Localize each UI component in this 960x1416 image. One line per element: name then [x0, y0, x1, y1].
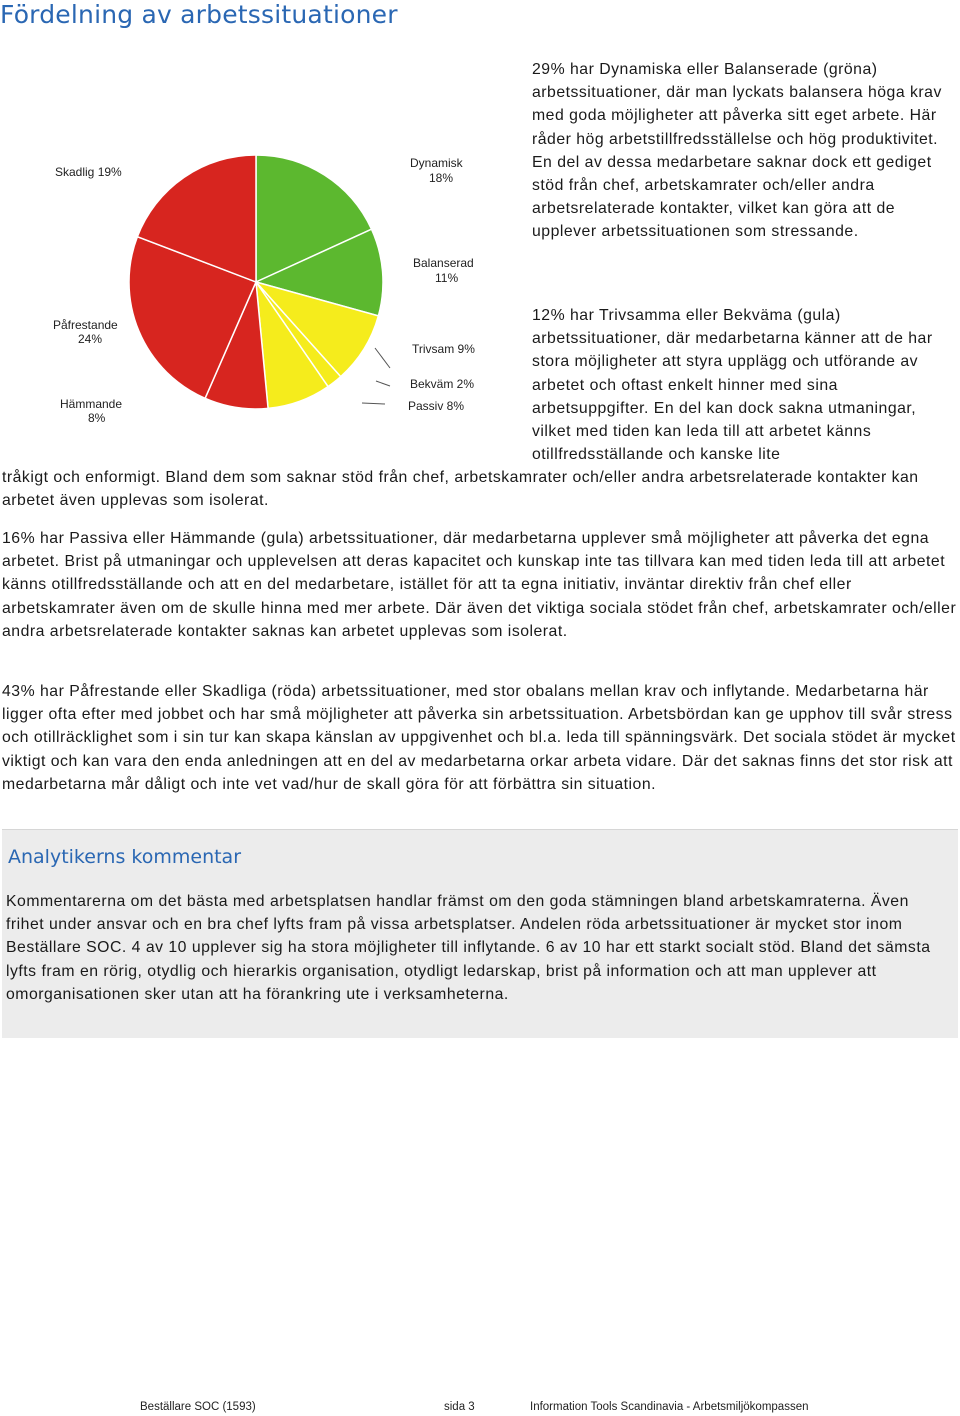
footer-source: Information Tools Scandinavia - Arbetsmiljökompassen: [530, 1401, 809, 1413]
label-balanserad: Balanserad: [413, 256, 474, 270]
paragraph-green: 29% har Dynamiska eller Balanserade (gröna) arbetssituationer, där man lyckats balansera höga krav med goda möjligheter att påverka sitt eget arbete. Här råder hög arbetstillfredsställelse och hög produktivitet. En del av dessa medarbetare saknar dock ett gediget stöd från chef, arbetskamrater och/eller andra arbetsrelaterade kontakter, vilket kan göra att de upplever arbetssituationen som stressande.: [532, 61, 942, 241]
analyst-comment-body: Kommentarerna om det bästa med arbetsplatsen handlar främst om den goda stämningen bland arbetskamraterna. Även frihet under ansvar och en bra chef lyfts fram på vissa arbetsplatser. Andelen röda arbetssituationer är mycket stor inom Beställare SOC. 4 av 10 upplever sig ha stora möjligheter till inflytande. 6 av 10 har ett starkt socialt stöd. Bland det sämsta lyfts fram en rörig, otydlig och hierarkis organisation, otydligt ledarskap, brist på information och att man upplever att omorganisationen sker utan att ha förankring ute i verksamheterna.: [6, 893, 931, 1003]
label-bekvam: Bekväm 2%: [410, 377, 475, 391]
passiv-leader-line: [362, 403, 385, 404]
label-dynamisk-pct: 18%: [429, 171, 454, 185]
label-hammande-pct: 8%: [88, 411, 106, 425]
pie-slices: [129, 155, 383, 409]
trivsam-leader-line: [375, 348, 390, 368]
label-balanserad-pct: 11%: [435, 271, 459, 285]
label-pafrestande-pct: 24%: [78, 332, 103, 346]
pie-chart-svg: [40, 130, 495, 430]
analyst-comment-title: Analytikerns kommentar: [8, 846, 242, 868]
paragraph-passive: 16% har Passiva eller Hämmande (gula) arbetssituationer, där medarbetarna upplever små möjligheter att påverka det egna arbetet. Brist på utmaningar och upplevelsen att deras kapacitet och kunskap inte tas tillvara kan med tiden leda till att arbetet känns otillfredsställande och att en del medarbetare, istället för att ta egna initiativ, inväntar direktiv från chef eller arbetskamrater även om de skulle hinna med mer arbete. Där även det viktiga sociala stödet från chef, arbetskamrater och/eller andra arbetsrelaterade kontakter saknas kan arbetet upplevas som isolerat.: [2, 530, 957, 640]
pie-chart: [40, 130, 495, 430]
label-pafrestande: Påfrestande: [53, 318, 118, 332]
footer-client: Beställare SOC (1593): [140, 1401, 256, 1413]
page-title: Fördelning av arbetssituationer: [0, 0, 398, 29]
paragraph-yellow-continued: tråkigt och enformigt. Bland dem som saknar stöd från chef, arbetskamrater och/eller andra arbetsrelaterade kontakter kan arbetet även upplevas som isolerat.: [2, 469, 919, 510]
leader-lines: [362, 348, 390, 404]
footer-page-number: sida 3: [444, 1401, 475, 1413]
bekvam-leader-line: [376, 381, 390, 386]
label-dynamisk: Dynamisk: [410, 156, 463, 170]
paragraph-red: 43% har Påfrestande eller Skadliga (röda) arbetssituationer, med stor obalans mellan krav och inflytande. Medarbetarna här ligger ofta efter med jobbet och har små möjligheter att påverka sin arbetssituation. Arbetsbördan kan ge upphov till svår stress och otillräcklighet som i sin tur kan skapa känslan av uppgivenhet och bl.a. leda till spänningsvärk. Det sociala stödet är mycket viktigt och kan vara den enda anledningen att en del av medarbetarna orkar arbeta vidare. Där det saknas finns det stor risk att medarbetarna mår dåligt och inte vet vad/hur de skall göra för att förbättra sin situation.: [2, 683, 956, 793]
paragraph-yellow-start: 12% har Trivsamma eller Bekväma (gula) arbetssituationer, där medarbetarna känner att de har stora möjligheter att styra upplägg och utförande av arbetet och oftast enkelt hinner med sina arbetsuppgifter. En del kan dock sakna utmaningar, vilket med tiden kan leda till att arbetet känns otillfredsställande och kanske lite: [532, 307, 933, 464]
label-skadlig: Skadlig 19%: [55, 165, 122, 179]
analyst-comment-box: [2, 829, 958, 1038]
label-trivsam: Trivsam 9%: [412, 342, 475, 356]
label-hammande: Hämmande: [60, 397, 123, 411]
label-passiv: Passiv 8%: [408, 399, 465, 413]
